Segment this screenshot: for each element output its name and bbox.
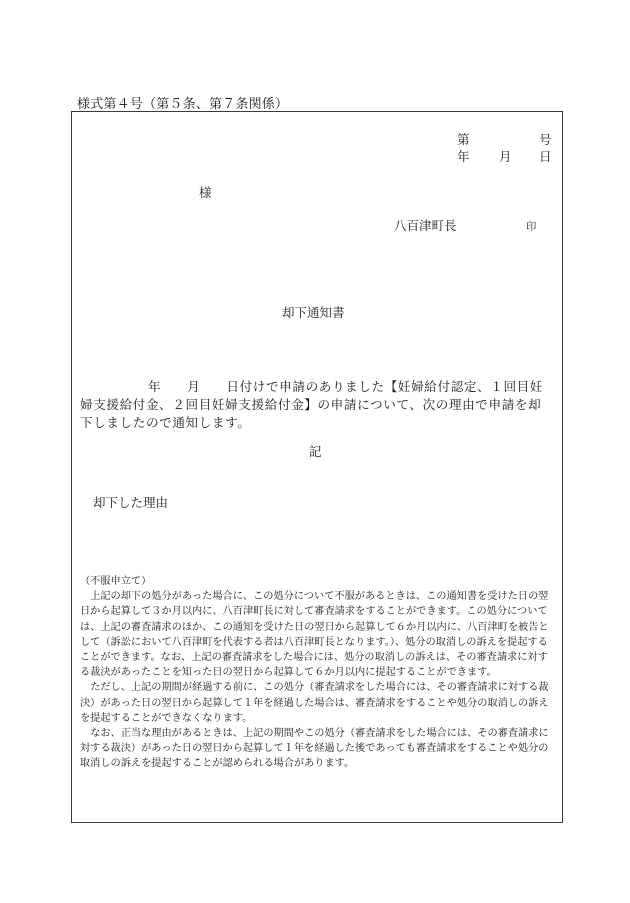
issuer-name: 八百津町長	[394, 218, 457, 233]
seal-mark: 印	[526, 221, 537, 233]
number-prefix: 第	[457, 132, 470, 147]
body-text: 日付けで申請のありました【妊婦給付認定、１回目妊婦支援給付金、２回目妊婦支援給付金】の申請について、次の理由で申請を却下しましたので通知します。	[80, 379, 544, 430]
objection-paragraph-3: なお、正当な理由があるときは、上記の期間やこの処分（審査請求をした場合には、その審査請求に対する裁決）があった日の翌日から起算して１年を経過した後であっても審査請求をすることや処分の取消しの訴えを提起することが認められる場合があります。	[80, 728, 549, 770]
objection-paragraph-1: 上記の却下の処分があった場合に、この処分について不服があるときは、この通知書を受けた日の翌日から起算して３か月以内に、八百津町長に対して審査請求をすることができます。この処分については、上記の審査請求のほか、この通知を受けた日の翌日から起算して６か月以内に、八百津町を被告として（訴訟において八百津町を代表する者は八百津町長となります。）、処分の取消しの訴えを提起することができます。なお、上記の審査請求をした場合には、処分の取消しの訴えは、その審査請求に対する裁決があったことを知った日の翌日から起算して６か月以内に提起することができます。	[80, 591, 549, 679]
form-label: 様式第４号（第５条、第７条関係）	[77, 97, 289, 112]
ki-heading: 記	[309, 444, 322, 459]
date-year: 年	[457, 149, 470, 164]
objection-paragraph-2: ただし、上記の期間が経過する前に、この処分（審査請求をした場合には、その審査請求に対する裁決）があった日の翌日から起算して１年を経過した場合は、審査請求をすることや処分の取消しの訴えを提起することができなくなります。	[80, 682, 549, 724]
objection-heading: （不服申立て）	[80, 576, 152, 587]
number-suffix: 号	[539, 132, 552, 147]
date-month: 月	[499, 149, 512, 164]
objection-section	[80, 574, 554, 772]
addressee-honorific: 様	[199, 185, 212, 200]
body-year: 年	[148, 379, 162, 394]
body-month: 月	[187, 379, 201, 394]
date-day: 日	[539, 149, 552, 164]
reason-label: 却下した理由	[93, 495, 169, 510]
notice-body	[80, 378, 554, 432]
document-title: 却下通知書	[282, 305, 345, 320]
